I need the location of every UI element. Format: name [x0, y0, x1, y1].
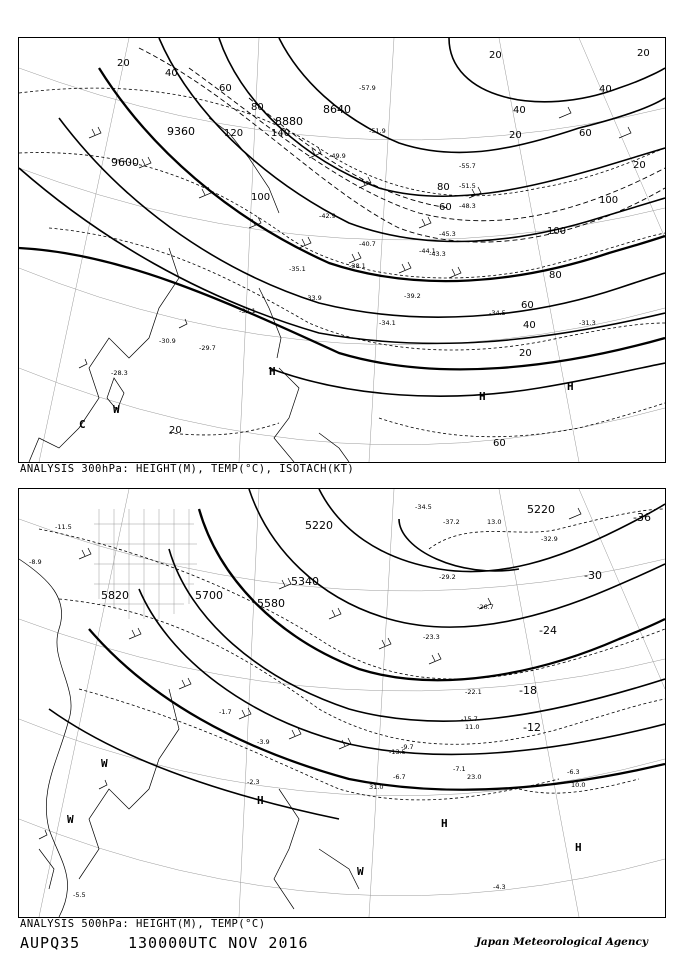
station-value: -34.1	[379, 319, 396, 327]
height-contour-label: 9360	[167, 125, 195, 138]
station-value: 23.0	[467, 773, 482, 781]
pressure-center-mark: H	[575, 841, 582, 854]
caption-500hpa: ANALYSIS 500hPa: HEIGHT(M), TEMP(°C)	[20, 918, 266, 930]
height-contour-label: 5700	[195, 589, 223, 602]
height-contour-label: 5340	[291, 575, 319, 588]
product-id: AUPQ35	[20, 934, 81, 952]
station-value: -40.7	[359, 240, 376, 248]
station-value: -39.2	[404, 292, 421, 300]
height-contour-label: 5820	[101, 589, 129, 602]
pressure-center-mark: C	[79, 418, 86, 431]
station-value: -15.7	[461, 715, 478, 723]
station-value: -43.3	[429, 250, 446, 258]
pressure-center-mark: W	[67, 813, 74, 826]
station-value: -34.5	[415, 503, 432, 511]
station-value: 13.0	[487, 518, 502, 526]
isotach-label: 80	[437, 182, 450, 193]
station-value: -30.9	[159, 337, 176, 345]
station-value: -42.9	[319, 212, 336, 220]
caption-300hpa: ANALYSIS 300hPa: HEIGHT(M), TEMP(°C), ISOTACH(KT)	[20, 463, 355, 475]
station-value: -5.5	[73, 891, 86, 899]
isotach-label: 20	[509, 130, 522, 141]
station-value: -57.9	[359, 84, 376, 92]
isotach-label: 100	[547, 226, 567, 237]
isotach-label: 80	[549, 270, 562, 281]
station-value: -31.3	[579, 319, 596, 327]
station-value: 10.0	[571, 781, 586, 789]
station-value: -48.3	[459, 202, 476, 210]
map-300hpa	[19, 38, 665, 462]
chart-footer	[20, 934, 660, 954]
station-value: -38.1	[349, 262, 366, 270]
temperature-label: -18	[519, 684, 537, 697]
station-value: -11.5	[55, 523, 72, 531]
pressure-center-mark: W	[113, 403, 120, 416]
isotach-label: 60	[521, 300, 534, 311]
station-value: -51.9	[369, 127, 386, 135]
pressure-center-mark: W	[101, 757, 108, 770]
coastlines	[19, 559, 359, 917]
isotach-label: 20	[519, 348, 532, 359]
station-value: -34.5	[489, 309, 506, 317]
station-value: -33.9	[305, 294, 322, 302]
latlon-grid	[19, 38, 665, 462]
isotach-label: 60	[493, 438, 506, 449]
height-contour-label: 9600	[111, 156, 139, 169]
agency-name: Japan Meteorological Agency	[475, 936, 648, 948]
isotach-label: 20	[637, 48, 650, 59]
station-value: -6.7	[393, 773, 406, 781]
station-value: -23.3	[423, 633, 440, 641]
station-value: 31.0	[369, 783, 384, 791]
chart-500hpa	[18, 488, 666, 918]
isotach-label: 60	[219, 83, 232, 94]
labels-300	[79, 48, 650, 449]
pressure-center-mark: H	[257, 794, 264, 807]
isotach-label: 20	[489, 50, 502, 61]
valid-time: 130000UTC NOV 2016	[128, 934, 309, 952]
height-contour-label: 5220	[527, 503, 555, 516]
station-value: -29.7	[199, 344, 216, 352]
station-value: 11.0	[465, 723, 480, 731]
isotach-label: 100	[251, 192, 271, 203]
pressure-center-mark: H	[269, 365, 276, 378]
height-contours-300	[19, 38, 665, 396]
temperature-label: -24	[539, 624, 557, 637]
pressure-center-mark: H	[441, 817, 448, 830]
station-value: -9.7	[401, 743, 414, 751]
station-value: -3.9	[257, 738, 270, 746]
isotach-label: 60	[439, 202, 452, 213]
temperature-label: -36	[633, 511, 651, 524]
station-value: -2.3	[247, 778, 260, 786]
chart-300hpa	[18, 37, 666, 463]
isotach-label: 80	[251, 102, 264, 113]
station-value: -37.2	[443, 518, 460, 526]
isotachs-300	[139, 48, 665, 242]
station-value: -6.3	[567, 768, 580, 776]
station-value: -51.5	[459, 182, 476, 190]
isotach-label: 40	[165, 68, 178, 79]
station-value: -1.7	[219, 708, 232, 716]
isotach-label: 120	[224, 128, 244, 139]
latlon-grid	[19, 489, 665, 917]
station-value: -28.3	[111, 369, 128, 377]
isotach-label: 40	[513, 105, 526, 116]
isotach-label: 20	[169, 425, 182, 436]
station-value: -35.1	[289, 265, 306, 273]
height-contour-label: 8880	[275, 115, 303, 128]
isotach-label: 20	[117, 58, 130, 69]
station-value: -32.9	[541, 535, 558, 543]
pressure-center-mark: W	[357, 865, 364, 878]
isotach-label: 140	[271, 128, 291, 139]
station-value: -26.7	[477, 603, 494, 611]
isotach-label: 100	[599, 195, 619, 206]
isotach-label: 20	[633, 160, 646, 171]
isotach-label: 40	[523, 320, 536, 331]
station-value: -44.1	[419, 247, 436, 255]
station-value: -55.7	[459, 162, 476, 170]
temperature-label: -30	[584, 569, 602, 582]
isotach-label: 60	[579, 128, 592, 139]
station-value: -29.2	[439, 573, 456, 581]
height-contour-label: 8640	[323, 103, 351, 116]
map-500hpa	[19, 489, 665, 917]
temperature-label: -12	[523, 721, 541, 734]
station-value: -7.1	[453, 765, 466, 773]
station-value: -32.1	[239, 307, 256, 315]
station-value: -13.5	[389, 748, 406, 756]
station-value: -49.9	[329, 152, 346, 160]
station-value: -8.9	[29, 558, 42, 566]
height-contour-label: 5220	[305, 519, 333, 532]
height-contour-label: 5580	[257, 597, 285, 610]
station-value: -22.1	[465, 688, 482, 696]
labels-500	[29, 503, 651, 899]
isotach-label: 40	[599, 84, 612, 95]
pressure-center-mark: H	[479, 390, 486, 403]
pressure-center-mark: H	[567, 380, 574, 393]
station-value: -4.3	[493, 883, 506, 891]
station-value: -45.3	[439, 230, 456, 238]
